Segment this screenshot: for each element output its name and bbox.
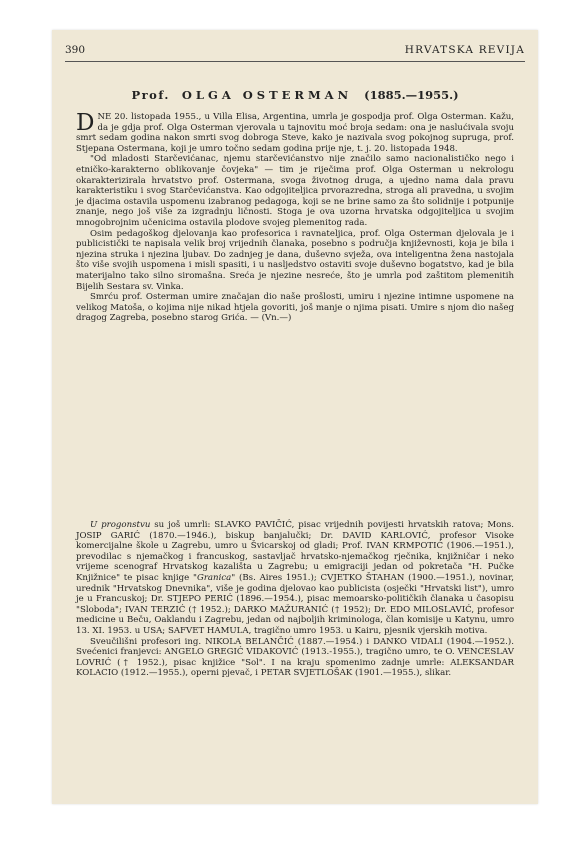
drop-cap: D <box>76 110 95 136</box>
paragraph: U progonstvu su još umrli: SLAVKO PAVIČIĆ, pisac vrijednih povijesti hrvatskih ratova; Mons. JOSIP GARIĆ (1870.—1946.), biskup banjalučki; Dr. DAVID KARLOVIĆ, profesor Visoke komercijalne škole u Zagrebu, umro u Švicarskoj od gladi; Prof. IVAN KRMPOTIĆ (1906.—1951.), prevodilac s njemačkog i francuskog, sastavljač hrvatsko-njemačkog rječnika, knjižničar i neko vrijeme scenograf Hrvatskog kazališta u Zagrebu; u emigraciji jedan od pokretača "H. Pučke Knjižnice" te pisac knjige "Granica" (Bs. Aires 1951.); CVJETKO ŠTAHAN (1900.—1951.), novinar, urednik "Hrvatskog Dnevnika", više je godina djelovao kao publicista (osječki "Hrvatski list"), umro je u Francuskoj; Dr. STJEPO PERIĆ (1896.—1954.), pisac memoarsko-političkih članaka u časopisu "Sloboda"; IVAN TERZIĆ († 1952.); DARKO MAŽURANIĆ († 1952); Dr. EDO MILOSLAVIĆ, profesor medicine u Beču, Oaklandu i Zagrebu, jedan od najboljih kriminologa, član komisije u Katynu, umro 13. XI. 1953. u USA; SAFVET HAMULA, tragično umro 1953. u Kairu, pjesnik vjerskih motiva. <box>76 520 514 636</box>
header-rule <box>65 61 525 62</box>
obituaries-section <box>76 520 514 679</box>
article-title <box>52 88 538 102</box>
article-body <box>76 112 514 324</box>
journal-name: HRVATSKA REVIJA <box>404 44 525 56</box>
paragraph: DNE 20. listopada 1955., u Villa Elisa, Argentina, umrla je gospodja prof. Olga Osterman. Kažu, da je gdja prof. Olga Osterman vjerovala u tajnovitu moć broja sedam: ona je naslućivala svoju smrt sedam godina nakon smrti svog dobroga Steve, kako je nazivala svog pokojnog supruga, prof. Stjepana Ostermana, koji je umro točno sedam godina prije nje, t. j. 20. listopada 1948. <box>76 110 514 154</box>
title-years: (1885.—1955.) <box>364 88 459 102</box>
paragraph: Sveučilišni profesori ing. NIKOLA BELANČIĆ (1887.—1954.) i DANKO VIDALI (1904.—1952.). Svećenici franjevci: ANGELO GREGIĆ VIDAKOVIĆ (1913.-1955.), tragično umro, te O. VENCESLAV LOVRIĆ († 1952.), pisac knjižice "Sol". I na kraju spomenimo zadnje umrle: ALEKSANDAR KOLACIO (1912.—1955.), operni pjevač, i PETAR SVJETLOŠAK (1901.—1955.), slikar. <box>76 636 514 679</box>
paragraph: Smrću prof. Osterman umire značajan dio naše prošlosti, umiru i njezine intimne uspomene na velikog Matoša, o kojima nije nikad htjela govoriti, još manje o njima pisati. Umire s njom dio našeg dragog Zagreba, posebno starog Grića. — (Vn.—) <box>76 292 514 324</box>
title-prefix: Prof. <box>131 88 170 102</box>
page-header <box>65 44 525 58</box>
paragraph: Osim pedagoškog djelovanja kao profesorica i ravnateljica, prof. Olga Osterman djelovala je i publicistički te napisala velik broj vrijednih članaka, posebno s područja književnosti, koja je bila i njezina struka i njezina ljubav. Do zadnjeg je dana, duševno svježa, ova inteligentna žena nastojala što više svojih uspomena i misli spasiti, i u nasljedstvo ostaviti svoje duševno bogatstvo, kad je bila materijalno tako silno siromašna. Sreća je njezine nesreće, što je umrla pod zaštitom plemenitih Bijelih Sestara sv. Vinka. <box>76 228 514 292</box>
paragraph: "Od mladosti Starčevićanac, njemu starčevićanstvo nije značilo samo nacionalističko nego i etničko-karakterno oblikovanje čovjeka" — tim je riječima prof. Olga Osterman u nekrologu okarakterizirala hrvatstvo prof. Ostermana, svoga životnog druga, a ujedno nama dala pravu karakteristiku i svog Starčevićanstva. Kao odgojiteljica prvorazredna, stroga ali pravedna, u svojim je djacima ostavila uspomenu izabranog pedagoga, koji se ne brine samo za što solidnije i potpunije znanje, nego još više za izgradnju ličnosti. Stoga je ova uzorna hrvatska odgojiteljica u svojim mnogobrojnim učenicima ostavila plodove svojeg plemenitog rada. <box>76 154 514 228</box>
journal-page <box>52 30 538 804</box>
title-name: OLGA OSTERMAN <box>181 88 353 102</box>
page-number: 390 <box>65 44 86 56</box>
